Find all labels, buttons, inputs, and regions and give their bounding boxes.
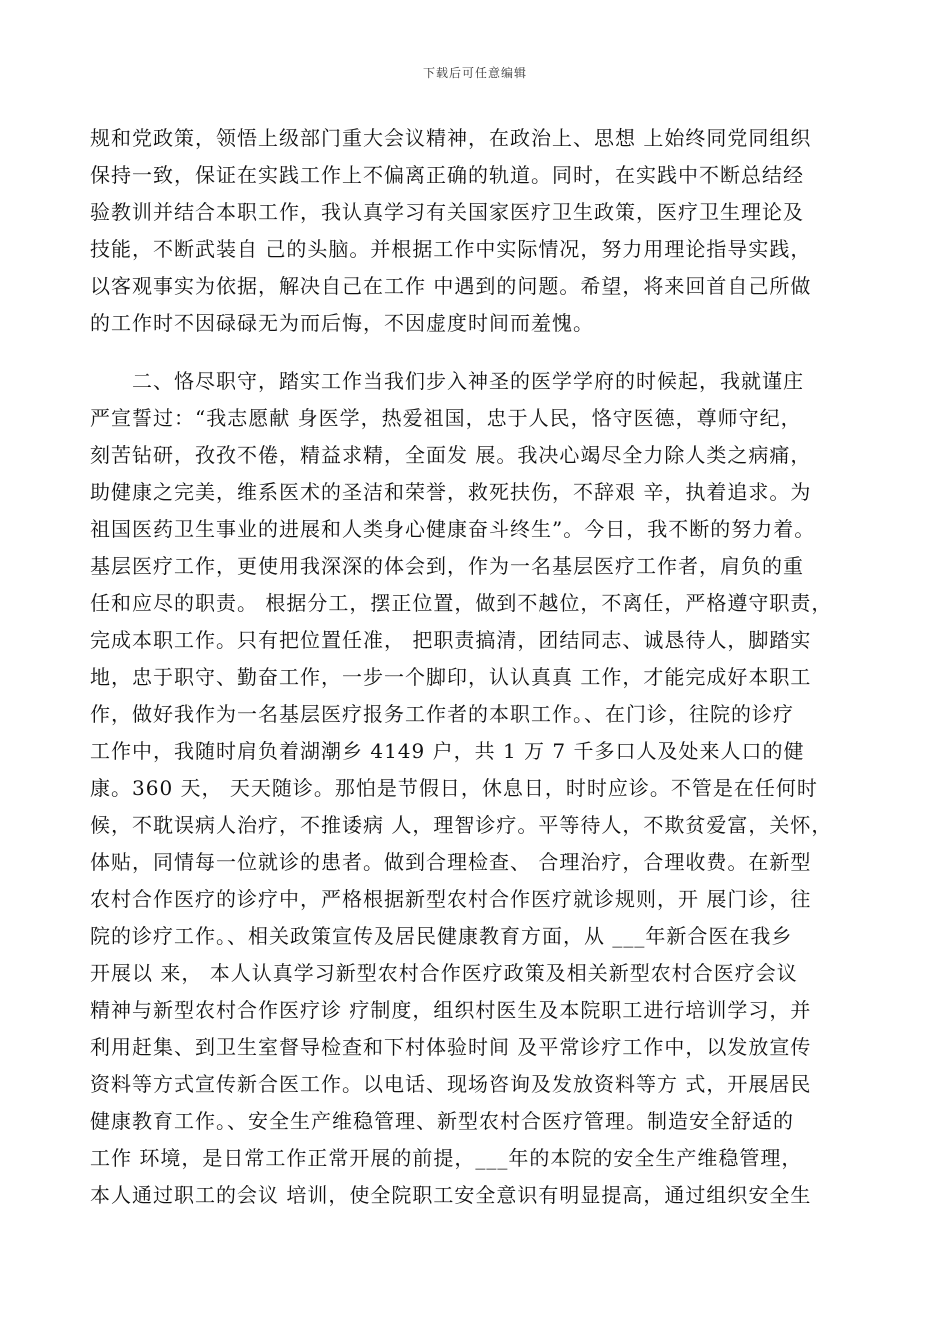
text-line: 开展以 来， 本人认真学习新型农村合作医疗政策及相关新型农村合医疗会议 <box>90 961 798 985</box>
text-line: 作，做好我作为一名基层医疗报务工作者的本职工作。、在门诊，往院的诊疗 <box>90 702 794 726</box>
page-header: 下载后可任意编辑 <box>422 66 527 80</box>
text-line: 康。360 天， 天天随诊。那怕是节假日，休息日，时时应诊。不管是在任何时 <box>90 776 818 800</box>
text-line: 资料等方式宣传新合医工作。以电话、现场咨询及发放资料等方 式，开展居民 <box>90 1072 812 1096</box>
text-line: 农村合作医疗的诊疗中，严格根据新型农村合作医疗就诊规则，开 展门诊，往 <box>90 887 812 911</box>
text-line: 完成本职工作。只有把位置任准， 把职责搞清，团结同志、诚恳待人，脚踏实 <box>90 628 812 652</box>
text-line: 工作 环境，是日常工作正常开展的前提，___年的本院的安全生产维稳管理， <box>90 1146 803 1170</box>
text-line: 助健康之完美，维系医术的圣洁和荣誉，救死扶伤，不辞艰 辛，执着追求。为 <box>90 480 812 504</box>
text-line: 严宣誓过：“我志愿献 身医学，热爱祖国，忠于人民，恪守医德，尊师守纪， <box>90 406 802 430</box>
text-line: 刻苦钻研，孜孜不倦，精益求精，全面发 展。我决心竭尽全力除人类之病痛， <box>90 443 812 467</box>
text-line: 体贴，同情每一位就诊的患者。做到合理检查、 合理治疗，合理收费。在新型 <box>90 850 812 874</box>
text-line: 健康教育工作。、安全生产维稳管理、新型农村合医疗管理。制造安全舒适的 <box>90 1109 794 1133</box>
text-line: 精神与新型农村合作医疗诊 疗制度，组织村医生及本院职工进行培训学习，并 <box>90 998 812 1022</box>
text-line: 院的诊疗工作。、相关政策宣传及居民健康教育方面，从 ___年新合医在我乡 <box>90 924 793 948</box>
text-line: 祖国医药卫生事业的进展和人类身心健康奋斗终生”。今日，我不断的努力着。 <box>90 517 816 541</box>
text-line: 基层医疗工作，更使用我深深的体会到，作为一名基层医疗工作者，肩负的重 <box>90 554 804 578</box>
text-line: 保持一致，保证在实践工作上不偏离正确的轨道。同时，在实践中不断总结经 <box>90 163 804 187</box>
text-line: 地，忠于职守、勤奋工作，一步一个脚印，认认真真 工作，才能完成好本职工 <box>90 665 812 689</box>
text-line: 本人通过职工的会议 培训，使全院职工安全意识有明显提高，通过组织安全生 <box>90 1183 812 1207</box>
text-line: 规和党政策，领悟上级部门重大会议精神，在政治上、思想 上始终同党同组织 <box>90 126 812 150</box>
text-line: 的工作时不因碌碌无为而后悔，不因虚度时间而羞愧。 <box>90 311 594 335</box>
text-line: 二、恪尽职守，踏实工作当我们步入神圣的医学学府的时候起，我就谨庄 <box>90 369 804 393</box>
text-line: 候，不耽误病人治疗，不推诿病 人，理智诊疗。平等待人，不欺贫爱富，关怀， <box>90 813 833 837</box>
text-line: 以客观事实为依据，解决自己在工作 中遇到的问题。希望，将来回首自己所做 <box>90 274 812 298</box>
text-line: 工作中，我随时肩负着湖潮乡 4149 户，共 1 万 7 千多口人及处来人口的健 <box>90 739 805 763</box>
text-line: 验教训并结合本职工作，我认真学习有关国家医疗卫生政策，医疗卫生理论及 <box>90 200 804 224</box>
text-line: 任和应尽的职责。 根据分工，摆正位置，做到不越位，不离任，严格遵守职责， <box>90 591 833 615</box>
text-line: 技能，不断武装自 己的头脑。并根据工作中实际情况，努力用理论指导实践， <box>90 237 812 261</box>
text-line: 利用赶集、到卫生室督导检查和下村体验时间 及平常诊疗工作中，以发放宣传 <box>90 1035 812 1059</box>
